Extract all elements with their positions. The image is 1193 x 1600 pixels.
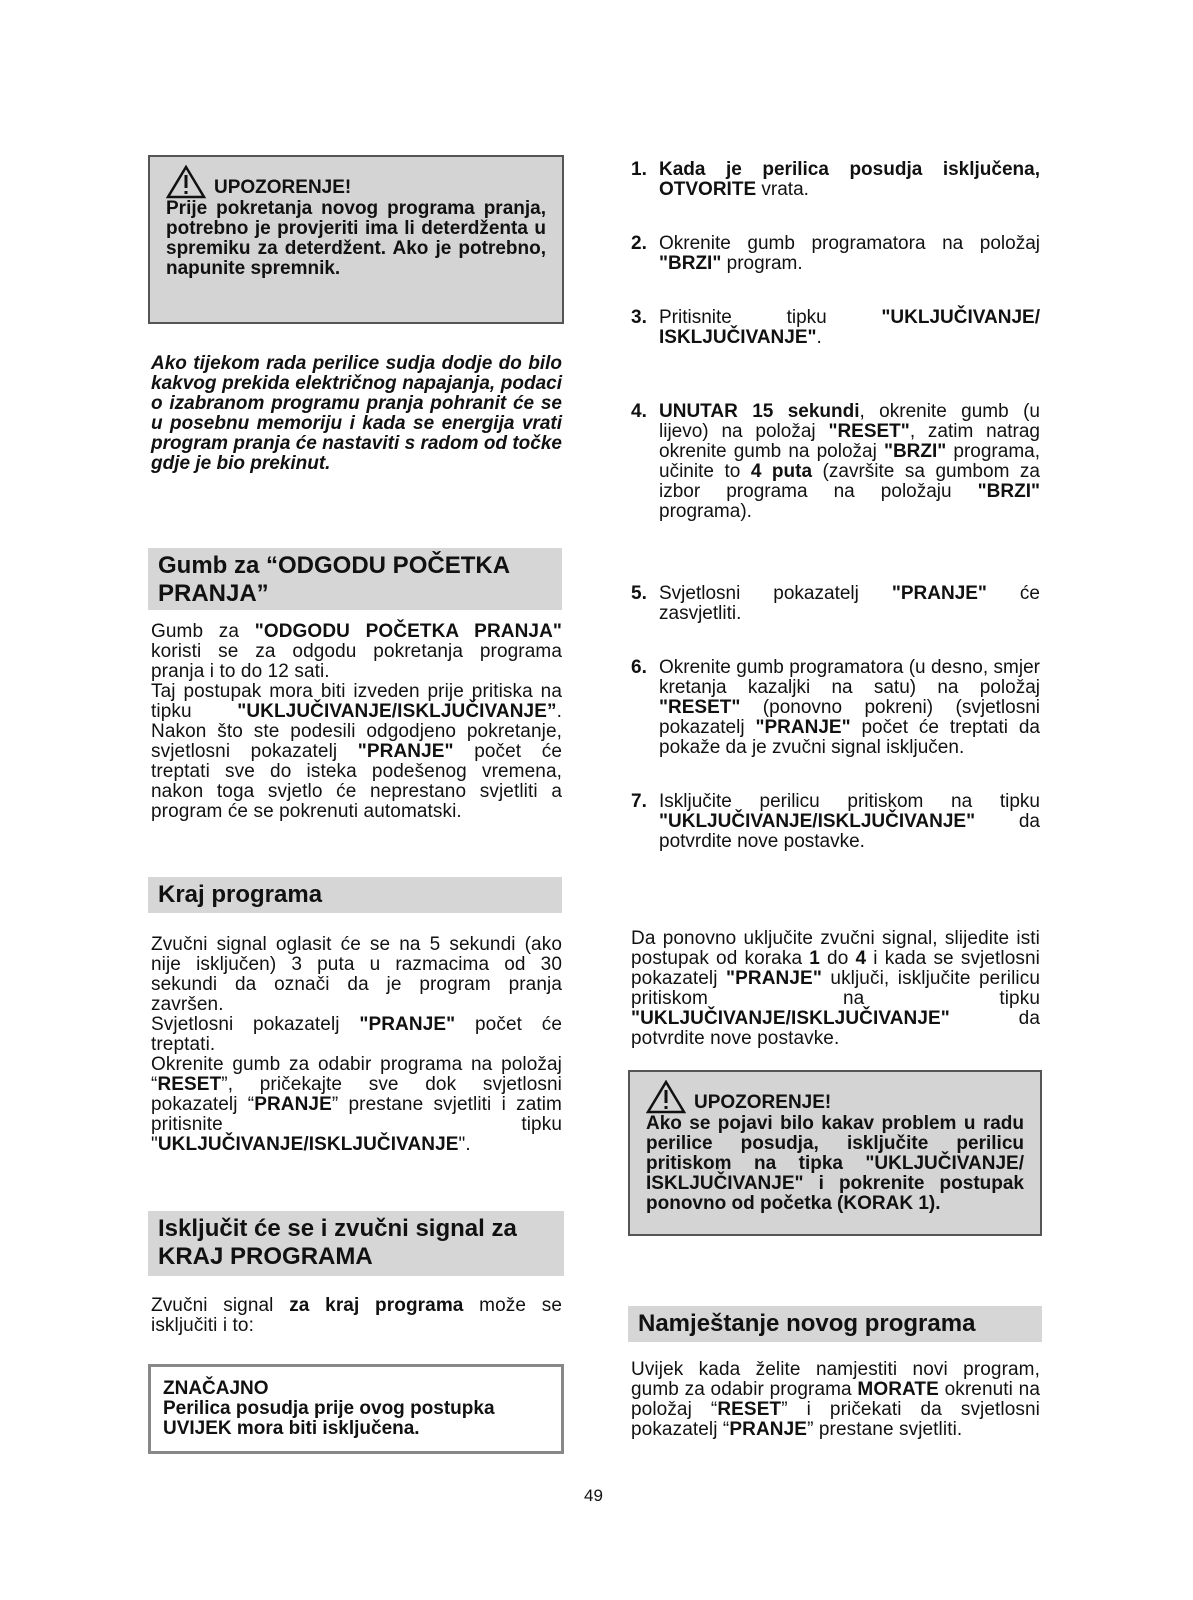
bold-span: "BRZI" xyxy=(883,441,947,462)
step-number: 3. xyxy=(631,307,647,328)
bold-span: "PRANJE" xyxy=(359,1014,456,1035)
step-text xyxy=(659,308,1040,348)
new-program-text xyxy=(631,1360,1040,1440)
bold-span: 1 xyxy=(809,948,820,969)
bold-span: "ODGODU POČETKA PRANJA" xyxy=(254,621,563,642)
bold-span: MORATE xyxy=(857,1379,939,1400)
step-text xyxy=(659,658,1040,758)
text-span: Uvijek kada želite namjestiti novi program, gumb za odabir programa xyxy=(631,1359,1040,1400)
text-span: Okrenite gumb za odabir programa na položaj “ xyxy=(151,1054,562,1095)
text-span: ". xyxy=(458,1134,471,1155)
section-heading-new-program: Namještanje novog programa xyxy=(628,1306,1042,1342)
text-span: ”, pričekajte sve dok svjetlosni pokazatelj “ xyxy=(151,1074,562,1115)
warning-title: UPOZORENJE! xyxy=(214,177,352,198)
step-number: 7. xyxy=(631,791,647,812)
reenable-text xyxy=(631,929,1040,1049)
warning-header xyxy=(166,165,546,199)
end-paragraph-1: Zvučni signal oglasit će se na 5 sekundi (ako nije isključen) 3 puta u razmacima od 30 sekundi da označi da je program pranja završen. xyxy=(151,934,562,1015)
bold-span: PRANJE xyxy=(254,1094,332,1115)
important-text: Perilica posudja prije ovog postupka UVIJEK mora biti isključena. xyxy=(163,1398,495,1439)
step-item xyxy=(631,584,1040,624)
text-span: da potvrdite nove postavke. xyxy=(631,1008,1040,1049)
bold-span: PRANJE xyxy=(729,1419,808,1440)
text-span: Isključite perilicu pritiskom na tipku xyxy=(659,791,1040,812)
step-item xyxy=(631,792,1040,852)
text-span: programa). xyxy=(659,501,752,522)
bold-span: "RESET" xyxy=(828,421,910,442)
bold-span: "UKLJUČIVANJE/ISKLJUČIVANJE" xyxy=(659,811,976,832)
warning-triangle-icon xyxy=(646,1080,686,1114)
warning-triangle-icon xyxy=(166,165,206,199)
bold-span: "PRANJE" xyxy=(891,583,987,604)
text-span: Zvučni signal xyxy=(151,1295,290,1316)
delay-section-body xyxy=(151,622,562,822)
text-span: počet će treptati. xyxy=(151,1014,562,1055)
bold-span: "PRANJE" xyxy=(357,741,454,762)
text-span: Okrenite gumb programatora na položaj xyxy=(659,233,1040,254)
bold-span: "PRANJE" xyxy=(755,717,851,738)
page-number: 49 xyxy=(584,1486,603,1505)
bold-span: UKLJUČIVANJE/ISKLJUČIVANJE xyxy=(157,1134,459,1155)
signal-section-body xyxy=(151,1296,562,1336)
text-span: Taj postupak mora biti izveden prije pritiska na tipku xyxy=(151,681,562,722)
important-title: ZNAČAJNO xyxy=(163,1378,269,1399)
text-span: okrenuti na položaj “ xyxy=(631,1379,1040,1420)
step-text xyxy=(659,160,1040,200)
warning-header xyxy=(646,1080,1024,1114)
section-heading-end: Kraj programa xyxy=(148,877,562,913)
step-number: 4. xyxy=(631,401,647,422)
text-span: ” i pričekati da svjetlosni pokazatelj “ xyxy=(631,1399,1041,1440)
text-span: može se isključiti i to: xyxy=(151,1295,562,1336)
step-number: 2. xyxy=(631,233,647,254)
bold-span: Kada je perilica posudja isključena, OTVORITE xyxy=(659,159,1040,200)
text-span: , okrenite gumb (u lijevo) na položaj xyxy=(659,401,1040,442)
bold-span: RESET xyxy=(157,1074,222,1095)
delay-paragraph-2 xyxy=(151,682,562,822)
end-paragraph-3 xyxy=(151,1055,562,1155)
text-span: Da ponovno uključite zvučni signal, slijedite isti postupak od koraka xyxy=(631,928,1040,969)
delay-paragraph-1 xyxy=(151,622,562,682)
text-span: da potvrdite nove postavke. xyxy=(659,811,1040,852)
bold-span: "UKLJUČIVANJE/ ISKLJUČIVANJE" xyxy=(659,307,1040,348)
warning-text: Ako se pojavi bilo kakav problem u radu perilice posudja, isključite perilicu pritiskom na tipka "UKLJUČIVANJE/ ISKLJUČIVANJE" i pokrenite postupak ponovno od početka (KORAK 1). xyxy=(646,1113,1024,1214)
step-item xyxy=(631,234,1040,274)
warning-title: UPOZORENJE! xyxy=(694,1092,832,1113)
important-box xyxy=(148,1364,564,1454)
text-span: ” prestane svjetliti. xyxy=(807,1419,963,1440)
text-span: . xyxy=(816,327,822,348)
bold-span: "UKLJUČIVANJE/ISKLJUČIVANJE" xyxy=(631,1008,950,1029)
warning-box-bottom xyxy=(628,1070,1042,1236)
step-item xyxy=(631,658,1040,758)
signal-paragraph xyxy=(151,1296,562,1336)
bold-span: UNUTAR 15 sekundi xyxy=(659,401,860,422)
step-number: 1. xyxy=(631,159,647,180)
text-span: . Nakon što ste podesili odgodjeno pokretanje, svjetlosni pokazatelj xyxy=(151,701,562,762)
text-span: Svjetlosni pokazatelj xyxy=(151,1014,360,1035)
bold-span: "PRANJE" xyxy=(726,968,822,989)
bold-span: "BRZI" xyxy=(977,481,1040,502)
section-heading-signal: Isključit će se i zvučni signal za KRAJ PROGRAMA xyxy=(148,1211,564,1276)
bold-span: 4 puta xyxy=(750,461,813,482)
bold-span: "RESET" xyxy=(659,697,741,718)
step-item xyxy=(631,402,1040,522)
text-span: koristi se za odgodu pokretanja programa pranja i to do 12 sati. xyxy=(151,641,562,682)
step-item xyxy=(631,308,1040,348)
text-span: će zasvjetliti. xyxy=(659,583,1040,624)
text-span: (ponovno pokreni) (svjetlosni pokazatelj xyxy=(659,697,1040,738)
text-span: , zatim natrag okrenite gumb na položaj xyxy=(659,421,1040,462)
text-span: Okrenite gumb programatora (u desno, smjer kretanja kazaljki na satu) na položaj xyxy=(659,657,1040,698)
text-span: Gumb za xyxy=(151,621,255,642)
text-span: Svjetlosni pokazatelj xyxy=(659,583,892,604)
end-section-body xyxy=(151,935,562,1155)
text-span: i kada se svjetlosni pokazatelj xyxy=(631,948,1040,989)
power-failure-note: Ako tijekom rada perilice sudja dodje do bilo kakvog prekida električnog napajanja, podaci o izabranom programu pranja pohranit će se u posebnu memoriju i kada se energija vrati program pranja će nastaviti s radom od točke gdje je bio prekinut. xyxy=(151,353,562,474)
steps-list xyxy=(631,160,1040,886)
step-text xyxy=(659,584,1040,624)
step-text xyxy=(659,792,1040,852)
text-span: (završite sa gumbom za izbor programa na položaju xyxy=(659,461,1040,502)
step-number: 5. xyxy=(631,583,647,604)
text-span: Pritisnite tipku xyxy=(659,307,882,328)
text-span: program. xyxy=(721,253,803,274)
text-span: uključi, isključite perilicu pritiskom na tipku xyxy=(631,968,1040,1009)
bold-span: "BRZI" xyxy=(659,253,722,274)
step-number: 6. xyxy=(631,657,647,678)
text-span: do xyxy=(819,948,856,969)
section-heading-delay: Gumb za “ODGODU POČETKA PRANJA” xyxy=(148,548,562,610)
step-item xyxy=(631,160,1040,200)
bold-span: RESET xyxy=(717,1399,782,1420)
warning-box-top xyxy=(148,155,564,324)
step-text xyxy=(659,402,1040,522)
text-span: ” prestane svjetliti i zatim pritisnite tipku " xyxy=(151,1094,562,1155)
end-paragraph-2 xyxy=(151,1015,562,1055)
text-span: počet će treptati da pokaže da je zvučni signal isključen. xyxy=(659,717,1040,758)
text-span: počet će treptati sve do isteka podešenog vremena, nakon toga svjetlo će neprestano svjetliti a program će se pokrenuti automatski. xyxy=(151,741,562,822)
bold-span: "UKLJUČIVANJE/ISKLJUČIVANJE” xyxy=(237,701,557,722)
reenable-paragraph xyxy=(631,929,1040,1049)
bold-span: 4 xyxy=(855,948,867,969)
new-program-body xyxy=(631,1360,1040,1440)
step-text xyxy=(659,234,1040,274)
text-span: programa, učinite to xyxy=(659,441,1040,482)
warning-text: Prije pokretanja novog programa pranja, potrebno je provjeriti ima li deterdženta u spremiku za deterdžent. Ako je potrebno, napunite spremnik. xyxy=(166,198,546,279)
text-span: vrata. xyxy=(756,179,809,200)
bold-span: za kraj programa xyxy=(289,1295,464,1316)
